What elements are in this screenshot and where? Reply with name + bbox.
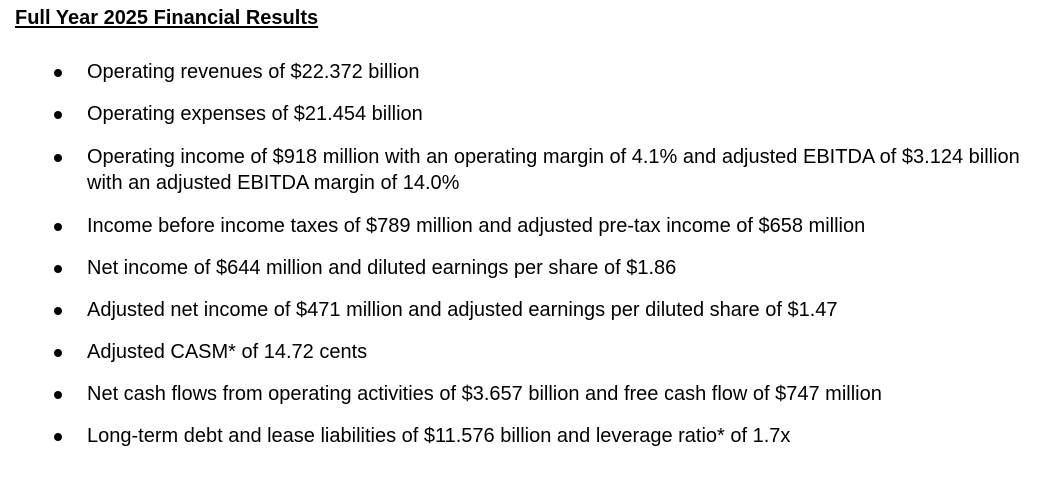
bullet-icon — [54, 391, 62, 399]
list-item-text: Net income of $644 million and diluted earnings per share of $1.86 — [87, 257, 677, 279]
bullet-icon — [54, 69, 62, 77]
list-item-text: Operating income of $918 million with an operating margin of 4.1% and adjusted EBITDA of $3.124 billion with an adjusted EBITDA margin of 14.0% — [87, 146, 1020, 194]
bullet-icon — [54, 307, 62, 315]
bullet-icon — [54, 433, 62, 441]
list-item-text: Net cash flows from operating activities of $3.657 billion and free cash flow of $747 million — [87, 383, 882, 405]
bullet-icon — [54, 265, 62, 273]
list-item-text: Adjusted net income of $471 million and adjusted earnings per diluted share of $1.47 — [87, 299, 838, 321]
section-heading: Full Year 2025 Financial Results — [15, 7, 319, 29]
list-item-text: Long-term debt and lease liabilities of $11.576 billion and leverage ratio* of 1.7x — [87, 425, 791, 447]
bullet-icon — [54, 223, 62, 231]
list-item-text: Operating revenues of $22.372 billion — [87, 61, 420, 83]
bullet-icon — [54, 111, 62, 119]
bullet-icon — [54, 349, 62, 357]
list-item-text: Income before income taxes of $789 million and adjusted pre-tax income of $658 million — [87, 215, 866, 237]
bullet-icon — [54, 154, 62, 162]
list-item-text: Operating expenses of $21.454 billion — [87, 103, 423, 125]
list-item-text: Adjusted CASM* of 14.72 cents — [87, 341, 368, 363]
